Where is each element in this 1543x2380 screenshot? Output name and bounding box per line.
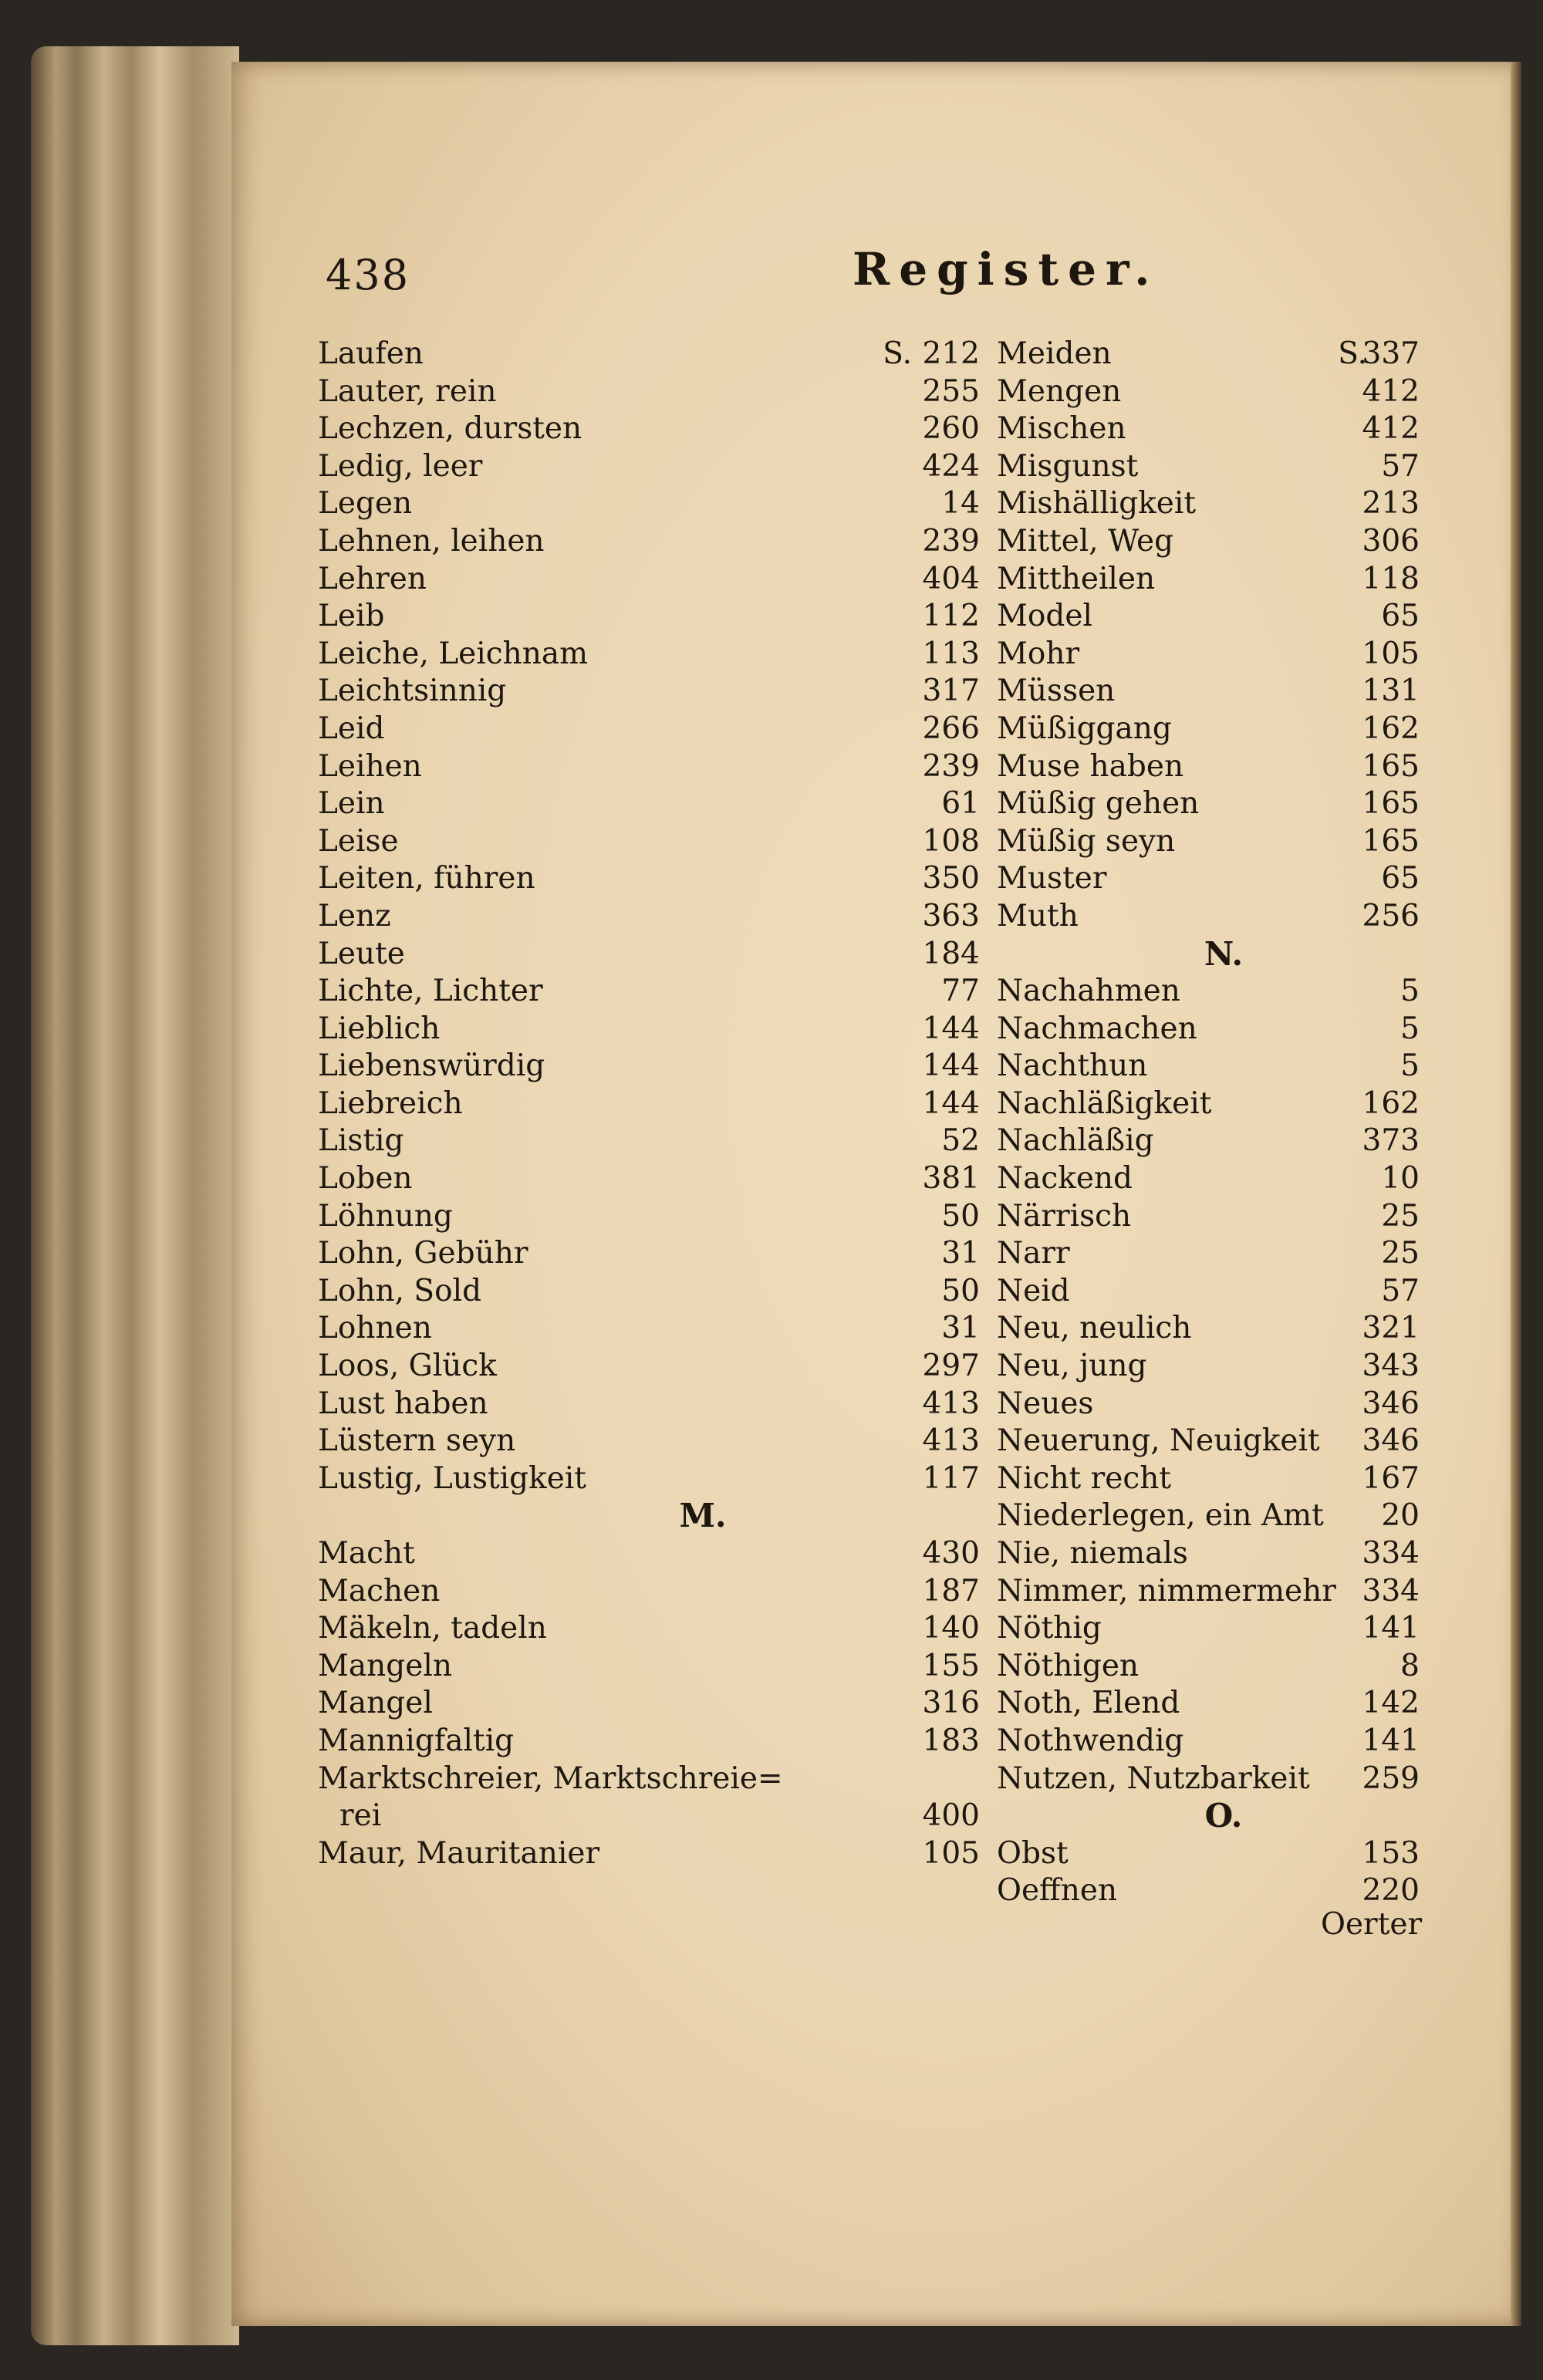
index-term: Mäkeln, tadeln	[318, 1611, 547, 1646]
index-entry	[318, 523, 980, 561]
index-term: Nachläßigkeit	[997, 1085, 1212, 1121]
index-page-number: 31	[941, 1311, 980, 1346]
index-page-number: 183	[922, 1723, 980, 1758]
index-entry	[318, 1348, 980, 1386]
index-page-number: 105	[922, 1835, 980, 1871]
index-term: Nachläßig	[997, 1123, 1154, 1159]
index-entry	[997, 1160, 1420, 1198]
index-entry	[318, 410, 980, 448]
index-page-number: 266	[922, 711, 980, 746]
index-term: Mengen	[997, 373, 1122, 409]
index-page-number: 57	[1381, 448, 1420, 484]
index-page-number: 334	[1362, 1536, 1420, 1571]
section-letter-label: M.	[679, 1497, 727, 1535]
index-page-number: 5	[1400, 1048, 1420, 1084]
index-entry	[318, 636, 980, 673]
section-letter	[318, 1497, 980, 1535]
index-term: Leib	[318, 599, 385, 634]
index-entry	[318, 1198, 980, 1236]
index-page-number: 259	[1362, 1761, 1420, 1796]
index-term: Lechzen, dursten	[318, 411, 582, 447]
index-term: Obst	[997, 1835, 1069, 1871]
index-term: Närrisch	[997, 1198, 1132, 1234]
index-term: Lohn, Gebühr	[318, 1236, 528, 1271]
index-page-number: 5	[1400, 974, 1420, 1009]
index-term: Nöthig	[997, 1611, 1102, 1646]
index-page-number: 256	[1362, 898, 1420, 933]
index-page-number: 20	[1381, 1498, 1420, 1534]
index-term: Müßig gehen	[997, 786, 1200, 822]
index-entry	[997, 485, 1420, 523]
index-page-number: 50	[941, 1273, 980, 1308]
index-page-number: 165	[1362, 786, 1420, 822]
index-term: Nackend	[997, 1161, 1133, 1197]
index-entry	[997, 1761, 1420, 1798]
index-entry	[318, 1048, 980, 1085]
index-entry	[318, 973, 980, 1011]
index-term: Meiden	[997, 336, 1112, 371]
index-entry	[997, 823, 1420, 861]
index-term: Nöthigen	[997, 1648, 1140, 1683]
index-page-number: 140	[922, 1611, 980, 1646]
index-page-number: 141	[1362, 1723, 1420, 1758]
index-term: Liebenswürdig	[318, 1048, 545, 1084]
index-term: Neid	[997, 1273, 1070, 1308]
index-page-number: 10	[1381, 1161, 1420, 1197]
index-term: Liebreich	[318, 1085, 463, 1121]
index-term: Löhnung	[318, 1198, 453, 1234]
index-entry	[318, 1535, 980, 1573]
index-entry	[318, 1235, 980, 1273]
index-page-number: 112	[922, 599, 980, 634]
index-page-number: 167	[1362, 1460, 1420, 1496]
index-term: Lüstern seyn	[318, 1423, 516, 1459]
index-entry	[997, 373, 1420, 411]
index-entry	[997, 561, 1420, 599]
index-page-number: 105	[1362, 636, 1420, 671]
index-page-number: 165	[1362, 748, 1420, 784]
index-term: Nicht recht	[997, 1460, 1171, 1496]
index-entry	[318, 823, 980, 861]
index-entry	[318, 785, 980, 823]
index-entry	[318, 1610, 980, 1648]
index-term: Macht	[318, 1536, 415, 1571]
index-entry	[997, 1011, 1420, 1048]
index-term: Leihen	[318, 748, 422, 784]
page-stack-edge	[31, 46, 239, 2345]
section-letter-label: O.	[1204, 1797, 1243, 1835]
index-page-number: 155	[922, 1648, 980, 1683]
index-entry	[997, 1048, 1420, 1085]
index-term: Maur, Mauritanier	[318, 1835, 600, 1871]
index-page-number: 255	[922, 373, 980, 409]
index-entry	[318, 1423, 980, 1460]
index-page-number: 400	[922, 1798, 980, 1834]
index-term: Nie, niemals	[997, 1536, 1188, 1571]
section-letter-label: N.	[1204, 934, 1244, 973]
index-page-number: 239	[922, 748, 980, 784]
index-entry	[318, 1723, 980, 1761]
index-term: Müssen	[997, 673, 1116, 709]
index-term: Müßig seyn	[997, 823, 1176, 859]
index-term: Misgunst	[997, 448, 1139, 484]
index-term: Nachahmen	[997, 974, 1180, 1009]
index-entry	[318, 1122, 980, 1160]
index-entry	[318, 1761, 980, 1798]
index-entry	[318, 1648, 980, 1686]
index-entry	[997, 1835, 1420, 1873]
index-term: Lehnen, leihen	[318, 523, 545, 559]
index-entry	[318, 1573, 980, 1611]
index-page-number: 108	[922, 823, 980, 859]
index-page-number: 337	[1362, 336, 1420, 371]
index-term: Muster	[997, 861, 1107, 896]
index-term: Marktschreier, Marktschreie=	[318, 1761, 783, 1796]
index-term: Leute	[318, 936, 405, 971]
index-entry	[997, 1122, 1420, 1160]
index-page-number: 65	[1381, 861, 1420, 896]
index-term: Leichtsinnig	[318, 673, 507, 709]
index-page-number: 118	[1362, 561, 1420, 596]
index-entry	[318, 1310, 980, 1348]
index-entry	[997, 1348, 1420, 1386]
index-entry	[318, 336, 980, 373]
index-term: Mishälligkeit	[997, 486, 1197, 522]
index-page-number: 424	[922, 448, 980, 484]
index-entry	[997, 898, 1420, 936]
index-entry	[997, 1085, 1420, 1123]
page-number: 438	[326, 251, 410, 299]
index-entry	[997, 748, 1420, 786]
index-page-number: 14	[941, 486, 980, 522]
index-term: Leiten, führen	[318, 861, 535, 896]
index-entry	[318, 748, 980, 786]
index-page-number: 117	[922, 1460, 980, 1496]
index-entry	[997, 785, 1420, 823]
index-term: Neues	[997, 1386, 1094, 1421]
index-term: Listig	[318, 1123, 404, 1159]
index-entry	[997, 1610, 1420, 1648]
index-term: Nothwendig	[997, 1723, 1184, 1758]
index-term: rei	[339, 1798, 382, 1834]
index-entry	[997, 673, 1420, 711]
index-page-number: 404	[922, 561, 980, 596]
index-term: Leise	[318, 823, 399, 859]
index-term: Oeffnen	[997, 1873, 1118, 1909]
index-entry	[997, 1235, 1420, 1273]
index-entry	[318, 936, 980, 974]
index-page-number: 142	[1362, 1686, 1420, 1721]
index-column-left	[318, 336, 980, 1872]
index-term: Legen	[318, 486, 413, 522]
index-entry	[318, 448, 980, 486]
index-term: Neu, jung	[997, 1349, 1147, 1384]
index-entry	[997, 1648, 1420, 1686]
index-term: Müßiggang	[997, 711, 1172, 746]
index-entry	[997, 1460, 1420, 1498]
index-term: Lohn, Sold	[318, 1273, 482, 1308]
index-term: Mannigfaltig	[318, 1723, 515, 1758]
index-entry	[318, 561, 980, 599]
index-page-number: 220	[1362, 1873, 1420, 1909]
index-entry	[997, 1535, 1420, 1573]
index-entry	[318, 711, 980, 748]
index-page-number: 25	[1381, 1236, 1420, 1271]
index-page-number: 321	[1362, 1311, 1420, 1346]
index-entry	[318, 1085, 980, 1123]
index-entry	[997, 1573, 1420, 1611]
index-page-number: 350	[922, 861, 980, 896]
index-entry	[318, 1460, 980, 1498]
index-term: Lieblich	[318, 1011, 441, 1046]
index-page-number: 5	[1400, 1011, 1420, 1046]
index-term: Nachthun	[997, 1048, 1148, 1084]
index-term: Muth	[997, 898, 1079, 933]
index-page-number: 306	[1362, 523, 1420, 559]
index-term: Nimmer, nimmermehr	[997, 1573, 1336, 1609]
index-page-number: 412	[1362, 411, 1420, 447]
index-page-number: 381	[922, 1161, 980, 1197]
index-term: Neu, neulich	[997, 1311, 1192, 1346]
index-page-number: 413	[922, 1386, 980, 1421]
index-term: Niederlegen, ein Amt	[997, 1498, 1324, 1534]
index-page-number: 363	[922, 898, 980, 933]
index-entry	[318, 1011, 980, 1048]
section-letter	[997, 1798, 1420, 1835]
index-page-number: 343	[1362, 1349, 1420, 1384]
index-term: Mittheilen	[997, 561, 1156, 596]
index-term: Mangel	[318, 1686, 433, 1721]
index-page-number: 50	[941, 1198, 980, 1234]
index-entry	[997, 448, 1420, 486]
index-term: Ledig, leer	[318, 448, 483, 484]
index-page-number: 141	[1362, 1611, 1420, 1646]
index-column-right	[997, 336, 1420, 1910]
index-entry	[997, 1423, 1420, 1460]
index-term: Noth, Elend	[997, 1686, 1180, 1721]
page-title: Register.	[853, 243, 1160, 295]
index-page-number: 316	[922, 1686, 980, 1721]
index-page-number: 184	[922, 936, 980, 971]
index-term: Lustig, Lustigkeit	[318, 1460, 586, 1496]
index-term: Neuerung, Neuigkeit	[997, 1423, 1320, 1459]
index-entry	[997, 973, 1420, 1011]
index-page-number: 144	[922, 1085, 980, 1121]
index-page-number: 65	[1381, 599, 1420, 634]
index-term: Loos, Glück	[318, 1349, 497, 1384]
index-entry	[318, 898, 980, 936]
index-entry	[318, 598, 980, 636]
index-entry	[318, 673, 980, 711]
index-entry	[997, 1497, 1420, 1535]
section-letter	[997, 936, 1420, 974]
seite-abbreviation: S.	[1338, 336, 1367, 371]
index-entry	[318, 373, 980, 411]
index-term: Mischen	[997, 411, 1126, 447]
index-entry	[997, 1685, 1420, 1723]
index-page-number: 8	[1400, 1648, 1420, 1683]
index-page-number: 113	[922, 636, 980, 671]
index-term: Loben	[318, 1161, 413, 1197]
index-term: Muse haben	[997, 748, 1184, 784]
index-page-number: 57	[1381, 1273, 1420, 1308]
index-entry	[318, 1386, 980, 1423]
index-page-number: 213	[1362, 486, 1420, 522]
index-entry	[997, 1723, 1420, 1761]
index-term: Mangeln	[318, 1648, 452, 1683]
index-page-number: 61	[941, 786, 980, 822]
index-entry	[318, 1685, 980, 1723]
index-page-number: 187	[922, 1573, 980, 1609]
index-page-number: 165	[1362, 823, 1420, 859]
index-page-number: 144	[922, 1048, 980, 1084]
index-page-number: 77	[941, 974, 980, 1009]
index-term: Model	[997, 599, 1092, 634]
index-term: Leiche, Leichnam	[318, 636, 589, 671]
binding-gutter	[1511, 62, 1521, 2326]
index-page-number: 317	[922, 673, 980, 709]
index-page-number: 297	[922, 1349, 980, 1384]
index-entry	[997, 1310, 1420, 1348]
index-term: Mohr	[997, 636, 1080, 671]
index-page-number: 25	[1381, 1198, 1420, 1234]
index-page-number: 413	[922, 1423, 980, 1459]
index-term: Leid	[318, 711, 385, 746]
index-page-number: 52	[941, 1123, 980, 1159]
index-page-number: 131	[1362, 673, 1420, 709]
index-page-number: 373	[1362, 1123, 1420, 1159]
index-entry	[997, 1273, 1420, 1311]
index-entry	[318, 1798, 980, 1835]
index-page-number: 239	[922, 523, 980, 559]
index-entry	[997, 636, 1420, 673]
index-page-number: 346	[1362, 1386, 1420, 1421]
index-page-number: 162	[1362, 1085, 1420, 1121]
index-entry	[997, 598, 1420, 636]
index-term: Mittel, Weg	[997, 523, 1174, 559]
index-page-number: 430	[922, 1536, 980, 1571]
index-page-number: 162	[1362, 711, 1420, 746]
index-term: Laufen	[318, 336, 424, 371]
index-page-number: 346	[1362, 1423, 1420, 1459]
index-entry	[318, 1160, 980, 1198]
index-entry	[318, 485, 980, 523]
index-term: Lehren	[318, 561, 427, 596]
index-entry	[997, 523, 1420, 561]
index-entry	[997, 410, 1420, 448]
index-term: Lust haben	[318, 1386, 488, 1421]
index-entry	[997, 1386, 1420, 1423]
index-page-number: 412	[1362, 373, 1420, 409]
index-term: Lichte, Lichter	[318, 974, 543, 1009]
index-entry	[318, 1835, 980, 1873]
index-entry	[997, 1198, 1420, 1236]
index-term: Nutzen, Nutzbarkeit	[997, 1761, 1310, 1796]
index-page-number: 31	[941, 1236, 980, 1271]
catchword: Oerter	[1321, 1907, 1423, 1942]
index-page-number: 260	[922, 411, 980, 447]
index-term: Lenz	[318, 898, 391, 933]
index-term: Lohnen	[318, 1311, 432, 1346]
index-entry	[997, 1872, 1420, 1910]
index-term: Narr	[997, 1236, 1070, 1271]
index-page-number: 334	[1362, 1573, 1420, 1609]
index-term: Lein	[318, 786, 385, 822]
index-entry	[997, 860, 1420, 898]
index-entry	[318, 1273, 980, 1311]
index-term: Machen	[318, 1573, 441, 1609]
seite-abbreviation: S.	[883, 336, 912, 371]
index-page-number: 144	[922, 1011, 980, 1046]
index-page-number: 153	[1362, 1835, 1420, 1871]
index-entry	[318, 860, 980, 898]
index-page-number: 212	[922, 336, 980, 371]
index-entry	[997, 711, 1420, 748]
index-term: Nachmachen	[997, 1011, 1197, 1046]
index-entry	[997, 336, 1420, 373]
index-term: Lauter, rein	[318, 373, 497, 409]
